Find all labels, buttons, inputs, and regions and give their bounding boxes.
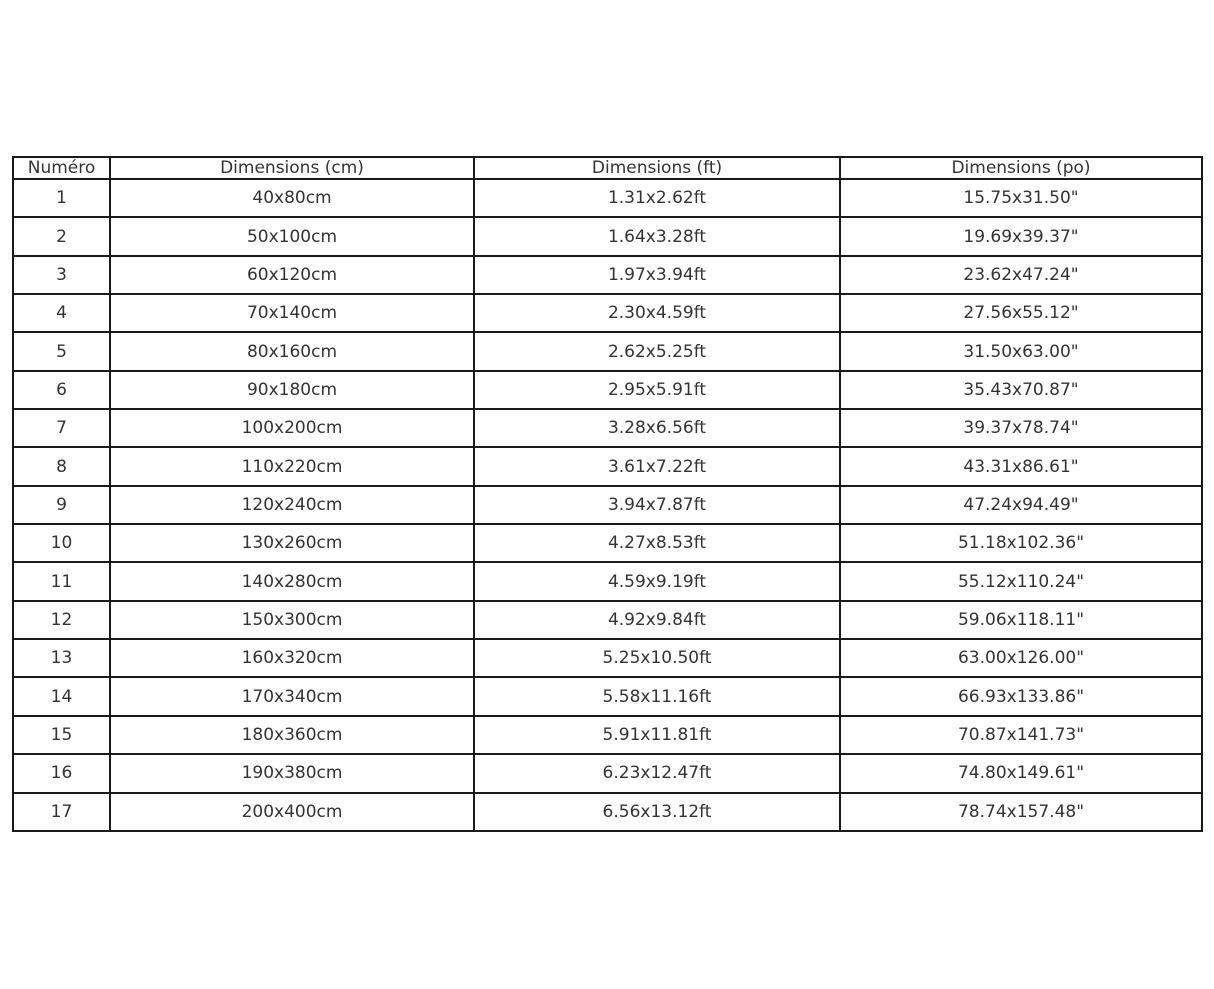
column-header: Dimensions (cm) bbox=[110, 157, 474, 179]
table-cell: 3.94x7.87ft bbox=[474, 486, 840, 524]
table-cell: 74.80x149.61" bbox=[840, 754, 1202, 792]
table-cell: 140x280cm bbox=[110, 562, 474, 600]
table-row bbox=[13, 716, 1202, 754]
table-cell: 12 bbox=[13, 601, 110, 639]
table-row bbox=[13, 677, 1202, 715]
table-row bbox=[13, 486, 1202, 524]
table-cell: 31.50x63.00" bbox=[840, 332, 1202, 370]
table-cell: 13 bbox=[13, 639, 110, 677]
table-cell: 47.24x94.49" bbox=[840, 486, 1202, 524]
table-cell: 59.06x118.11" bbox=[840, 601, 1202, 639]
table-cell: 19.69x39.37" bbox=[840, 217, 1202, 255]
table-cell: 4.92x9.84ft bbox=[474, 601, 840, 639]
table-cell: 27.56x55.12" bbox=[840, 294, 1202, 332]
table-row bbox=[13, 332, 1202, 370]
table-cell: 1 bbox=[13, 179, 110, 217]
table-cell: 5.58x11.16ft bbox=[474, 677, 840, 715]
table-cell: 16 bbox=[13, 754, 110, 792]
dimensions-conversion-table bbox=[12, 156, 1203, 832]
table-cell: 39.37x78.74" bbox=[840, 409, 1202, 447]
table-row bbox=[13, 371, 1202, 409]
table-cell: 2 bbox=[13, 217, 110, 255]
table-row bbox=[13, 256, 1202, 294]
table-cell: 66.93x133.86" bbox=[840, 677, 1202, 715]
table-cell: 78.74x157.48" bbox=[840, 793, 1202, 832]
table-cell: 5.91x11.81ft bbox=[474, 716, 840, 754]
table-row bbox=[13, 793, 1202, 832]
table-cell: 23.62x47.24" bbox=[840, 256, 1202, 294]
table-cell: 6 bbox=[13, 371, 110, 409]
table-cell: 4 bbox=[13, 294, 110, 332]
table-row bbox=[13, 179, 1202, 217]
table-cell: 150x300cm bbox=[110, 601, 474, 639]
table-cell: 160x320cm bbox=[110, 639, 474, 677]
table-cell: 90x180cm bbox=[110, 371, 474, 409]
table-cell: 60x120cm bbox=[110, 256, 474, 294]
table-cell: 14 bbox=[13, 677, 110, 715]
table-cell: 8 bbox=[13, 447, 110, 485]
table-cell: 40x80cm bbox=[110, 179, 474, 217]
table-cell: 35.43x70.87" bbox=[840, 371, 1202, 409]
table-cell: 2.30x4.59ft bbox=[474, 294, 840, 332]
table-cell: 5 bbox=[13, 332, 110, 370]
table-cell: 1.31x2.62ft bbox=[474, 179, 840, 217]
table-cell: 170x340cm bbox=[110, 677, 474, 715]
table-row bbox=[13, 524, 1202, 562]
table-body bbox=[13, 179, 1202, 831]
table-cell: 3.28x6.56ft bbox=[474, 409, 840, 447]
table-cell: 80x160cm bbox=[110, 332, 474, 370]
table-cell: 190x380cm bbox=[110, 754, 474, 792]
table-row bbox=[13, 217, 1202, 255]
table-cell: 6.23x12.47ft bbox=[474, 754, 840, 792]
table-cell: 9 bbox=[13, 486, 110, 524]
table-cell: 17 bbox=[13, 793, 110, 832]
table-row bbox=[13, 639, 1202, 677]
column-header: Dimensions (ft) bbox=[474, 157, 840, 179]
table-cell: 3.61x7.22ft bbox=[474, 447, 840, 485]
table-cell: 7 bbox=[13, 409, 110, 447]
table-cell: 5.25x10.50ft bbox=[474, 639, 840, 677]
table-cell: 2.62x5.25ft bbox=[474, 332, 840, 370]
table-cell: 130x260cm bbox=[110, 524, 474, 562]
table-cell: 51.18x102.36" bbox=[840, 524, 1202, 562]
table-cell: 10 bbox=[13, 524, 110, 562]
column-header: Numéro bbox=[13, 157, 110, 179]
table-cell: 3 bbox=[13, 256, 110, 294]
table-cell: 180x360cm bbox=[110, 716, 474, 754]
table-row bbox=[13, 409, 1202, 447]
table-cell: 6.56x13.12ft bbox=[474, 793, 840, 832]
table-cell: 100x200cm bbox=[110, 409, 474, 447]
table-row bbox=[13, 294, 1202, 332]
table-row bbox=[13, 754, 1202, 792]
table-cell: 120x240cm bbox=[110, 486, 474, 524]
table-row bbox=[13, 601, 1202, 639]
table-cell: 70.87x141.73" bbox=[840, 716, 1202, 754]
table-cell: 1.97x3.94ft bbox=[474, 256, 840, 294]
table-cell: 70x140cm bbox=[110, 294, 474, 332]
table-cell: 15 bbox=[13, 716, 110, 754]
table-cell: 4.59x9.19ft bbox=[474, 562, 840, 600]
table-row bbox=[13, 447, 1202, 485]
table-cell: 200x400cm bbox=[110, 793, 474, 832]
table-cell: 43.31x86.61" bbox=[840, 447, 1202, 485]
header-row bbox=[13, 157, 1202, 179]
table-cell: 63.00x126.00" bbox=[840, 639, 1202, 677]
table-row bbox=[13, 562, 1202, 600]
table-cell: 2.95x5.91ft bbox=[474, 371, 840, 409]
table-cell: 1.64x3.28ft bbox=[474, 217, 840, 255]
table-cell: 55.12x110.24" bbox=[840, 562, 1202, 600]
table-cell: 50x100cm bbox=[110, 217, 474, 255]
column-header: Dimensions (po) bbox=[840, 157, 1202, 179]
table-cell: 110x220cm bbox=[110, 447, 474, 485]
table-cell: 4.27x8.53ft bbox=[474, 524, 840, 562]
table-cell: 15.75x31.50" bbox=[840, 179, 1202, 217]
table-cell: 11 bbox=[13, 562, 110, 600]
